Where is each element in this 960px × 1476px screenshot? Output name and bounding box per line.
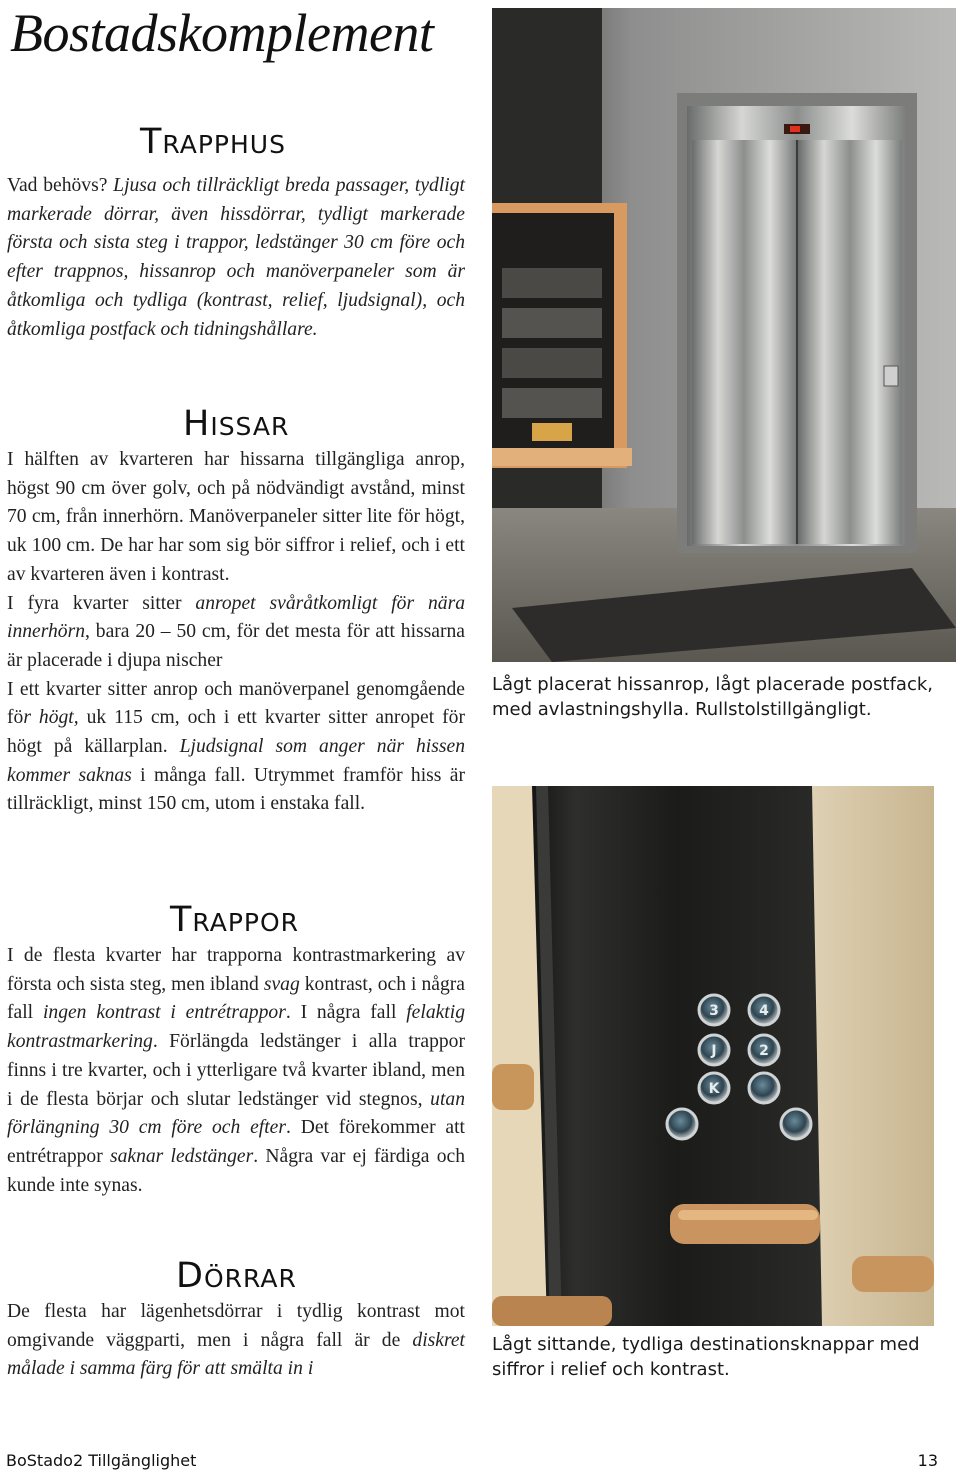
section-trapphus-body xyxy=(7,172,465,344)
elevator-button xyxy=(781,1109,811,1139)
elevator-button xyxy=(749,1073,779,1103)
photo-elevator-entrance xyxy=(492,8,956,662)
hissar-paragraph-2: I fyra kvarter sitter anropet svåråtkomligt för nära innerhörn, bara 20 – 50 cm, för det mesta för att hissarna är placerade i djupa nischer xyxy=(7,592,465,671)
elevator-button-label: K xyxy=(708,1081,720,1097)
photo-elevator-buttons xyxy=(492,786,934,1326)
footer-publication: BoStado2 Tillgänglighet xyxy=(6,1451,197,1470)
elevator-button-label: 3 xyxy=(709,1003,719,1019)
hissar-paragraph-1: I hälften av kvarteren har hissarna tillgängliga anrop, högst 90 cm över golv, och på nödvändigt avstånd, minst 70 cm, från innerhörn. Manöverpaneler sitter lite för högt, uk 100 cm. De har har som sig bör siffror i relief, och i ett av kvarteren även i kontrast. xyxy=(7,449,465,585)
hissar-paragraph-3: I ett kvarter sitter anrop och manöverpanel genomgående för högt, uk 115 cm, och i ett kvarter sitter anropet för högt på källarplan. Ljudsignal som anger när hissen kommer saknas i många fall. Utrymmet framför hiss är tillräckligt, minst 150 cm, utom i enstaka fall. xyxy=(7,678,465,815)
section-trappor-body: I de flesta kvarter har trapporna kontrastmarkering av första och sista steg, men ibland svag kontrast, och i några fall ingen kontrast i entrétrappor. I några fall felaktig kontrastmarkering. Förlängda ledstänger i alla trappor finns i tre kvarter, och i ytterligare två kvarter ibland, men i de flesta börjar och slutar ledstänger vid stegnos, utan förlängning 30 cm före och efter. Det förekommer att entrétrappor saknar ledstänger. Några var ej färdiga och kunde inte synas. xyxy=(7,945,466,1196)
section-heading-trapphus: Trapphus xyxy=(140,122,286,162)
elevator-button-label: J xyxy=(711,1043,717,1059)
footer-page-number: 13 xyxy=(917,1451,938,1470)
section-heading-dorrar: Dörrar xyxy=(176,1256,297,1296)
section-hissar-body xyxy=(7,446,465,819)
caption-elevator: Lågt placerat hissanrop, lågt placerade postfack, med avlastningshylla. Rullstolstillgängligt. xyxy=(492,674,933,720)
section-heading-trappor: Trappor xyxy=(170,900,300,940)
section-dorrar-body: De flesta har lägenhetsdörrar i tydlig kontrast mot omgivande väggparti, men i några fall är de diskret målade i samma färg för att smälta in i xyxy=(7,1301,465,1380)
trapphus-lead: Vad behövs? xyxy=(7,175,108,196)
caption-buttons: Lågt sittande, tydliga destinationsknappar med siffror i relief och kontrast. xyxy=(492,1334,920,1380)
section-heading-hissar: Hissar xyxy=(183,404,290,444)
page-title: Bostadskomplement xyxy=(10,3,434,63)
elevator-button-label: 2 xyxy=(759,1043,769,1059)
trapphus-text: Ljusa och tillräckligt breda passager, tydligt markerade dörrar, även hissdörrar, tydligt markerade första och sista steg i trappor, ledstänger 30 cm före och efter trappnos, hissanrop och manöverpaneler som är åtkomliga och tydliga (kontrast, relief, ljudsignal), och åtkomliga postfack och tidningshållare. xyxy=(7,175,465,340)
elevator-button xyxy=(667,1109,697,1139)
elevator-button-label: 4 xyxy=(759,1003,769,1019)
